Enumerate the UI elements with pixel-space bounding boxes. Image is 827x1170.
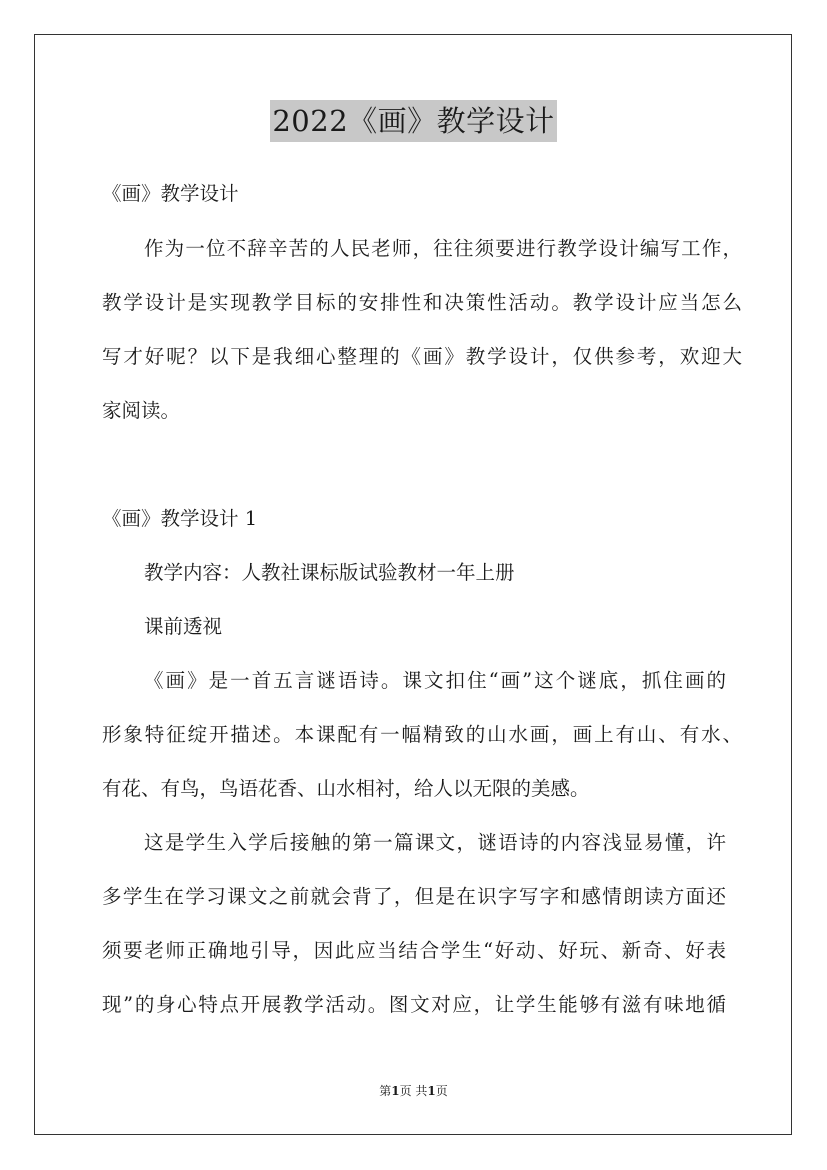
intro-line-1: 作为一位不辞辛苦的人民老师，往往须要进行教学设计编写工作， [144,237,742,260]
para1-line-3: 有花、有鸟，鸟语花香、山水相衬，给人以无限的美感。 [102,777,590,800]
footer-page-total: 1 [427,1084,436,1098]
footer-page-number: 1 [391,1084,400,1098]
para2-line-1: 这是学生入学后接触的第一篇课文，谜语诗的内容浅显易懂，许 [144,831,726,854]
intro-line-2: 教学设计是实现教学目标的安排性和决策性活动。教学设计应当怎么 [102,291,742,314]
para2-line-2: 多学生在学习课文之前就会背了，但是在识字写字和感情朗读方面还 [102,885,726,908]
section-heading: 《画》教学设计 [102,182,239,205]
intro-line-3: 写才好呢？以下是我细心整理的《画》教学设计，仅供参考，欢迎大 [102,345,742,368]
para1-line-2: 形象特征绽开描述。本课配有一幅精致的山水画，画上有山、有水、 [102,723,742,746]
design-heading: 《画》教学设计 1 [102,507,258,530]
footer-suffix: 页 [435,1084,448,1098]
page-footer [0,1083,827,1099]
para2-line-4: 现”的身心特点开展教学活动。图文对应，让学生能够有滋有味地循 [102,993,726,1016]
para2-line-3: 须要老师正确地引导，因此应当结合学生“好动、好玩、新奇、好表 [102,939,726,962]
document-title: 2022《画》教学设计 [270,100,556,142]
title-container [0,100,827,142]
content-label: 教学内容：人教社课标版试验教材一年上册 [144,561,515,584]
preview-label: 课前透视 [144,615,223,638]
footer-prefix: 第 [379,1084,392,1098]
intro-line-4: 家阅读。 [102,399,181,422]
para1-line-1: 《画》是一首五言谜语诗。课文扣住“画”这个谜底，抓住画的 [144,669,726,692]
footer-middle: 页 共 [399,1084,428,1098]
